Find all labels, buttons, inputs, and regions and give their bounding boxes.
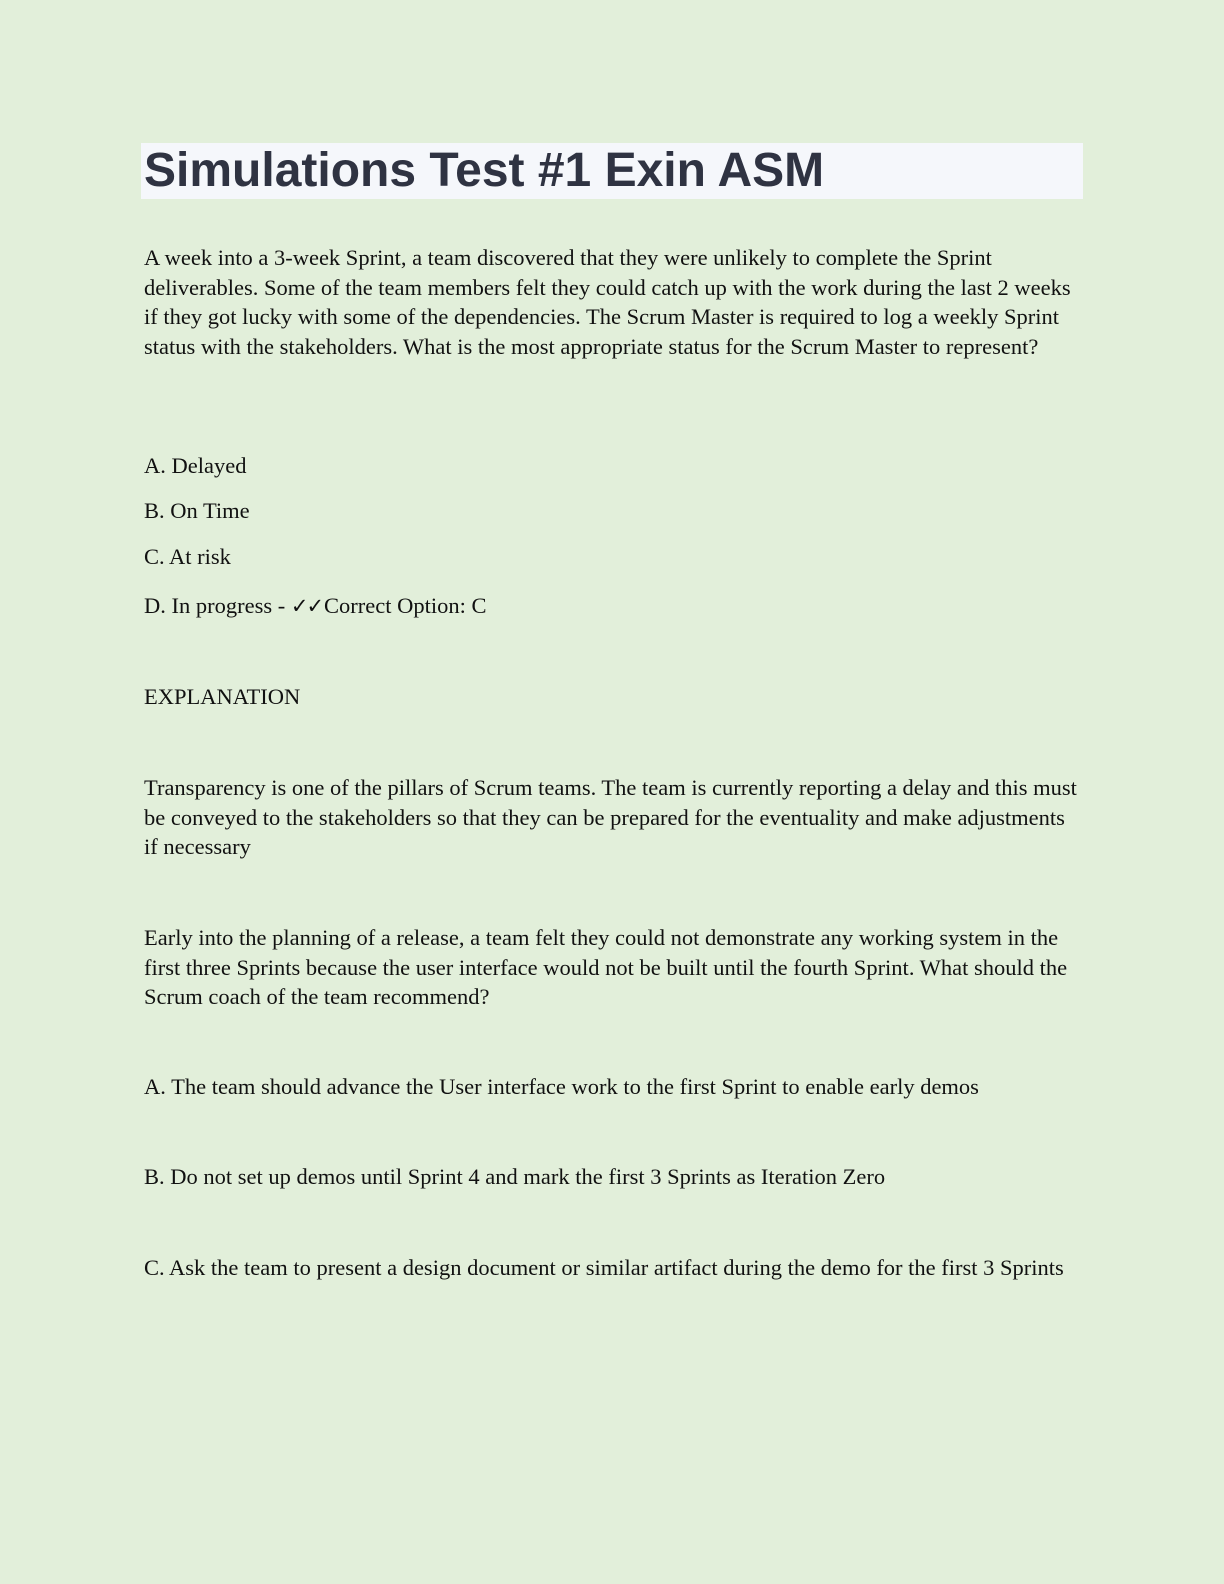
question-2-text: Early into the planning of a release, a team felt they could not demonstrate any working system in the first three Sprints because the user interface would not be built until the fourth Sprint. What should the Scrum coach of the team recommend? [144,925,1068,1009]
question-2-option-a: A. The team should advance the User interface work to the first Sprint to enable early demos [144,1074,979,1099]
question-1-option-a: A. Delayed [144,453,247,478]
explanation-heading: EXPLANATION [144,684,301,709]
page-title: Simulations Test #1 Exin ASM [144,144,825,197]
question-1-option-c: C. At risk [144,544,231,569]
check-marks-icon: ✓✓ [290,594,323,618]
question-1-option-d-line [144,591,487,621]
explanation-text: Transparency is one of the pillars of Scrum teams. The team is currently reporting a delay and this must be conveyed to the stakeholders so that they can be prepared for the eventuality and make adjustments if necessary [144,775,1077,859]
correct-option: Correct Option: C [324,593,487,618]
question-2-option-b: B. Do not set up demos until Sprint 4 and mark the first 3 Sprints as Iteration Zero [144,1164,886,1189]
question-1-option-d: D. In progress - [144,593,291,618]
question-2-option-c: C. Ask the team to present a design document or similar artifact during the demo for the first 3 Sprints [144,1255,1064,1280]
question-1-option-b: B. On Time [144,498,250,523]
question-1-text: A week into a 3-week Sprint, a team discovered that they were unlikely to complete the Sprint deliverables. Some of the team members felt they could catch up with the work during the last 2 weeks if they got lucky with some of the dependencies. The Scrum Master is required to log a weekly Sprint status with the stakeholders. What is the most appropriate status for the Scrum Master to represent? [144,245,1071,359]
